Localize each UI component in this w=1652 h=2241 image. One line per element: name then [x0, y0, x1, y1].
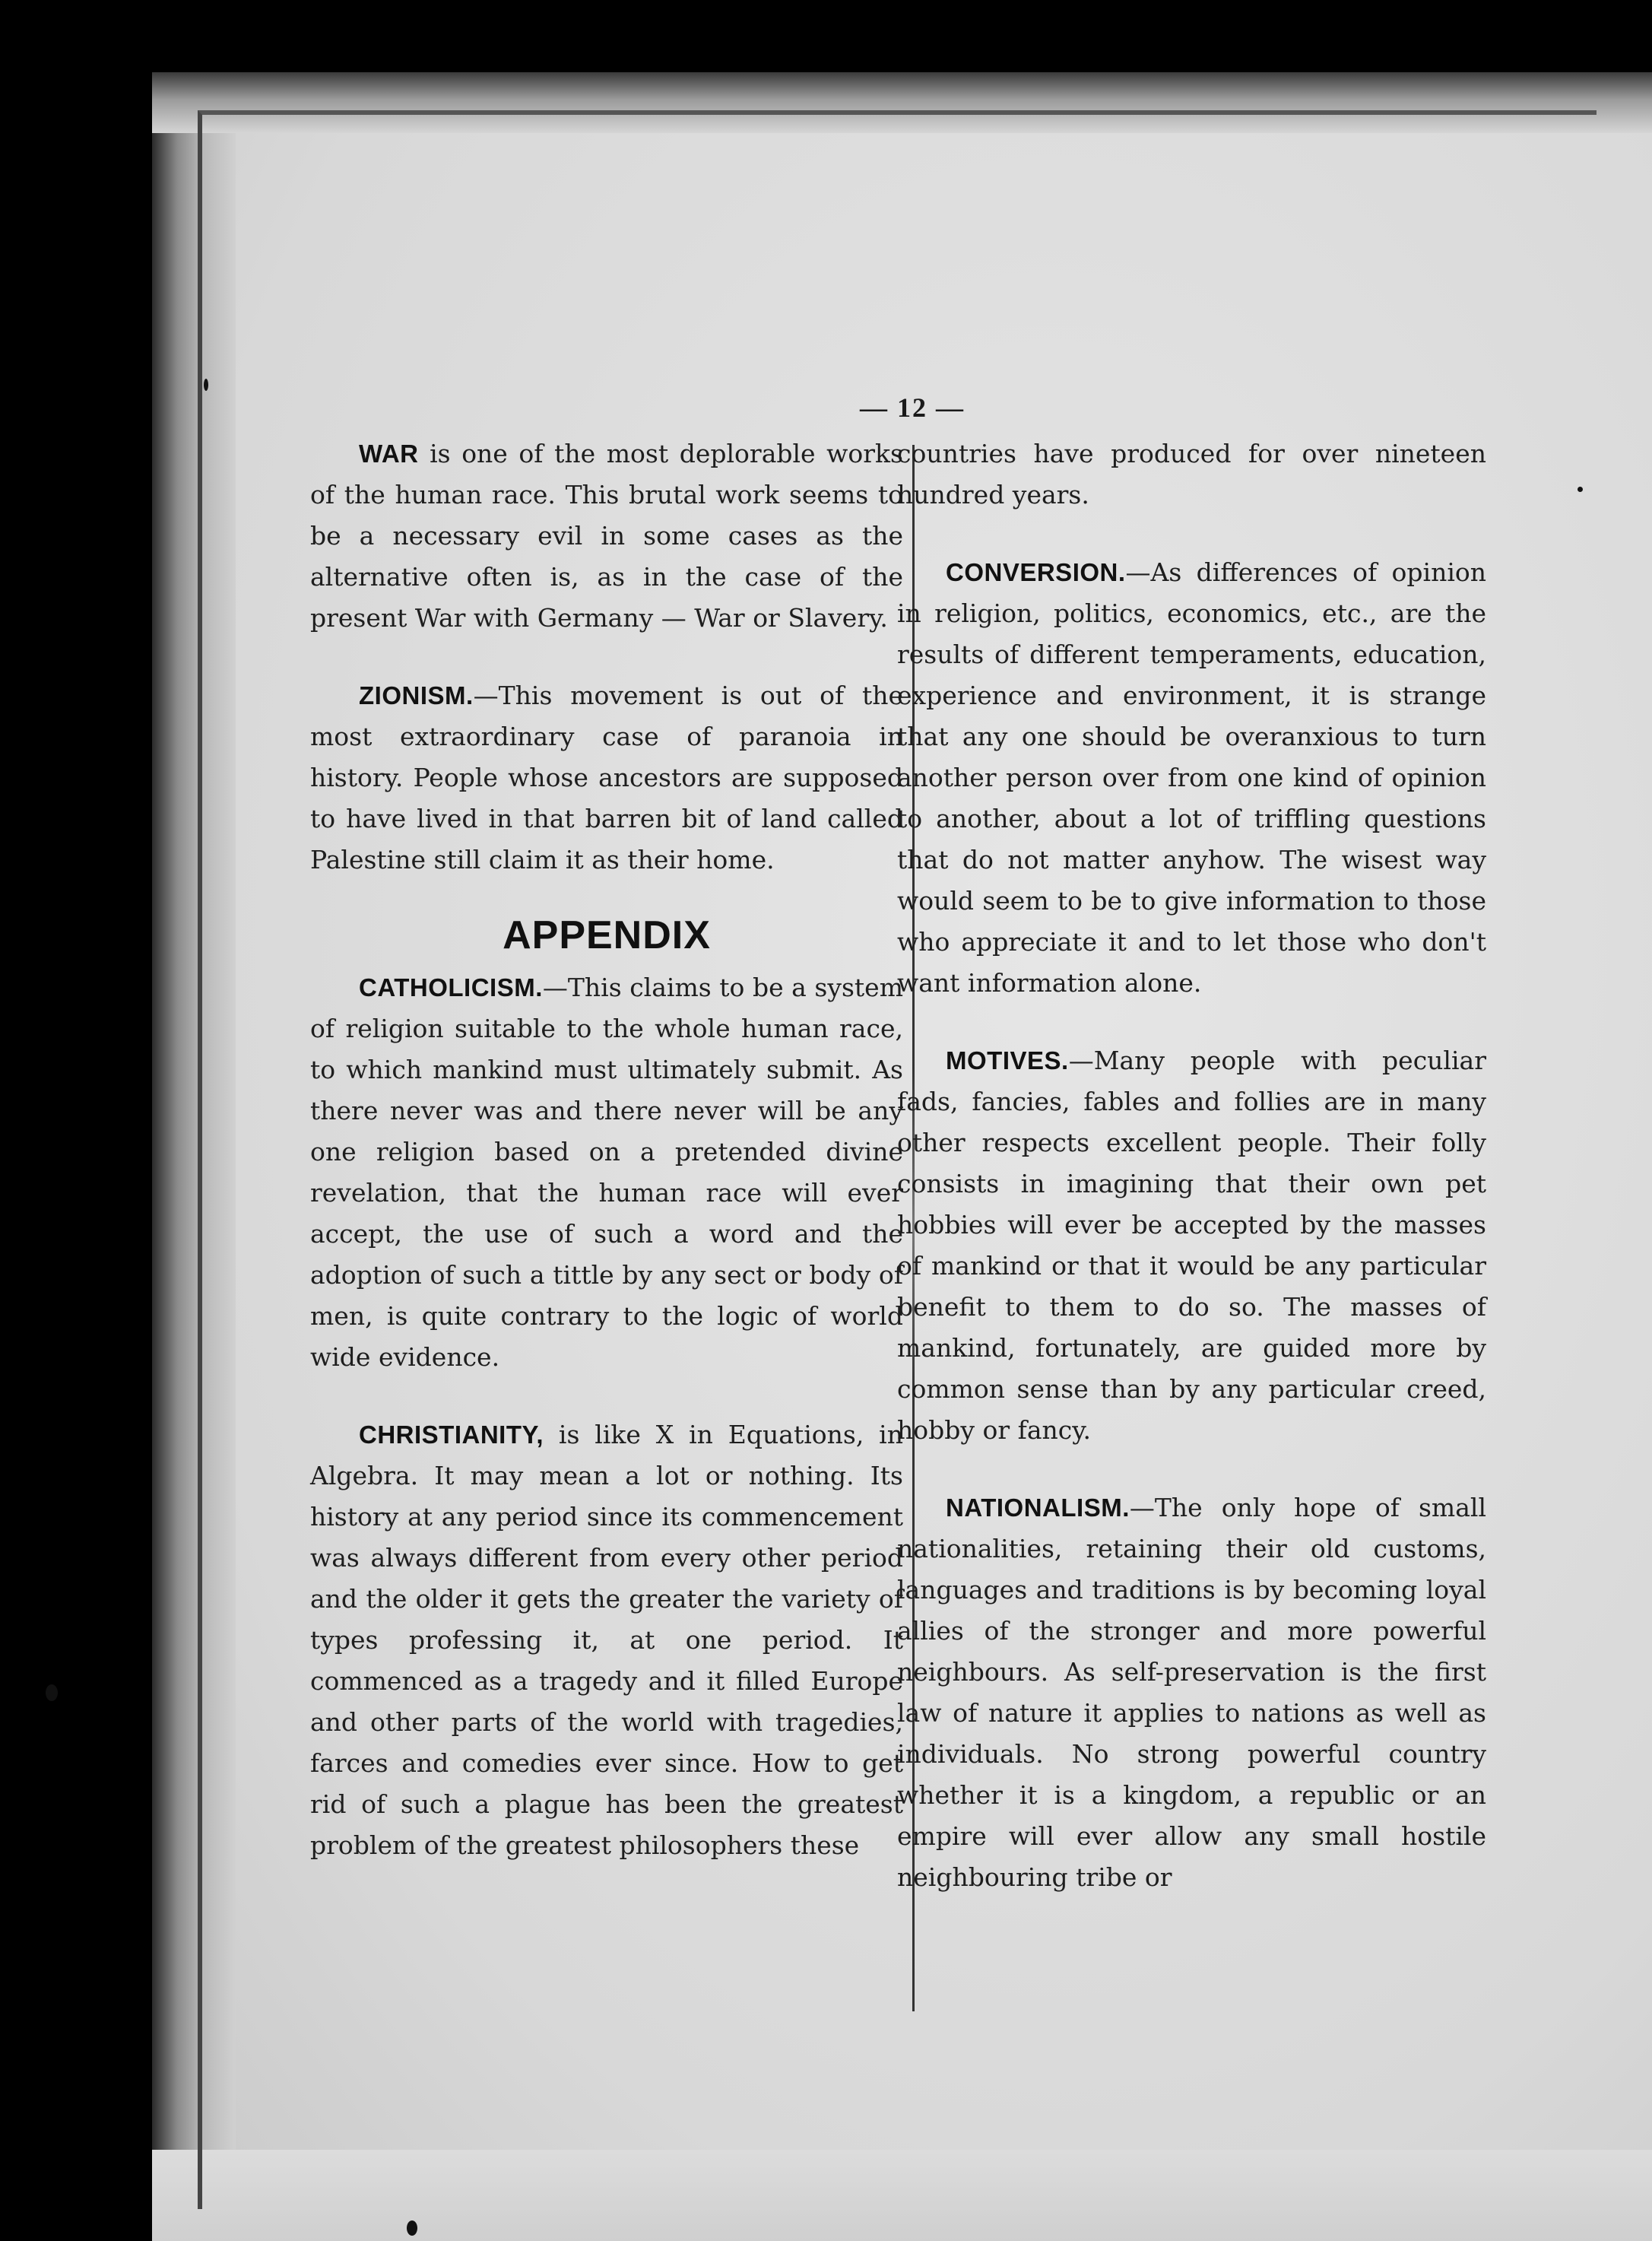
entry-heading: MOTIVES.	[946, 1046, 1069, 1074]
entry-text: —Many people with peculiar fads, fancies, fables and follies are in many other respects excellent people. Their folly consists in imagining that their own pet hobbies will ever be accepted by the masses of mankind or that it would be any particular benefit to them to do so. The masses of mankind, fortunately, are guided more by common sense than by any particular creed, hobby or fancy.	[897, 1046, 1486, 1445]
entry-christianity	[310, 1414, 903, 1866]
entry-heading: NATIONALISM.	[946, 1493, 1130, 1522]
entry-text: —As differences of opinion in religion, politics, economics, etc., are the results of different temperaments, education, experience and environment, it is strange that any one should be overanxious to turn another person over from one kind of opinion to another, about a lot of triffling questions that do not matter anyhow. The wisest way would seem to be to give information to those who appreciate it and to let those who don't want information alone.	[897, 557, 1486, 998]
page-number: — 12 —	[860, 392, 965, 423]
speck-mark	[407, 2220, 417, 2236]
speck-mark	[1577, 487, 1583, 492]
entry-text: —The only hope of small nationalities, retaining their old customs, languages and traditions is by becoming loyal allies of the stronger and more powerful neighbours. As self-preservation is the first law of nature it applies to nations as well as individuals. No strong powerful country whether it is a kingdom, a republic or an empire will ever allow any small hostile neighbouring tribe or	[897, 1493, 1486, 1892]
continuation-text: countries have produced for over nineteen hundred years.	[897, 439, 1486, 509]
entry-war	[310, 433, 903, 639]
entry-heading: CONVERSION.	[946, 558, 1126, 586]
entry-heading: CHRISTIANITY,	[359, 1420, 544, 1449]
entry-text: —This claims to be a system of religion suitable to the whole human race, to which mankind must ultimately submit. As there never was and there never will be any one religion based on a pretended divine revelation, that the human race will ever accept, the use of such a word and the adoption of such a tittle by any sect or body of men, is quite contrary to the logic of world wide evidence.	[310, 973, 903, 1372]
speck-mark	[204, 379, 208, 391]
right-column	[897, 433, 1486, 1898]
entry-catholicism	[310, 967, 903, 1378]
entry-text: —This movement is out of the most extraordinary case of paranoia in history. People whose ancestors are supposed to have lived in that barren bit of land called Palestine still claim it as their home.	[310, 681, 903, 874]
entry-conversion	[897, 552, 1486, 1004]
entry-zionism	[310, 675, 903, 881]
entry-nationalism	[897, 1487, 1486, 1898]
entry-heading: CATHOLICISM.	[359, 973, 543, 1001]
entry-heading: WAR	[359, 440, 419, 468]
entry-text: is one of the most deplorable works of the human race. This brutal work seems to be a necessary evil in some cases as the alternative often is, as in the case of the present War with Germany — War or Slavery.	[310, 439, 903, 633]
speck-mark	[46, 1684, 58, 1701]
appendix-title: APPENDIX	[503, 913, 711, 957]
entry-heading: ZIONISM.	[359, 681, 474, 709]
left-column	[310, 433, 903, 1866]
entry-motives	[897, 1040, 1486, 1451]
entry-text: is like X in Equations, in Algebra. It may mean a lot or nothing. Its history at any period since its commencement was always different from every other period and the older it gets the greater the variety of types professing it, at one period. It commenced as a tragedy and it filled Europe and other parts of the world with tragedies, farces and comedies ever since. How to get rid of such a plague has been the greatest problem of the greatest philosophers these	[310, 1420, 903, 1860]
